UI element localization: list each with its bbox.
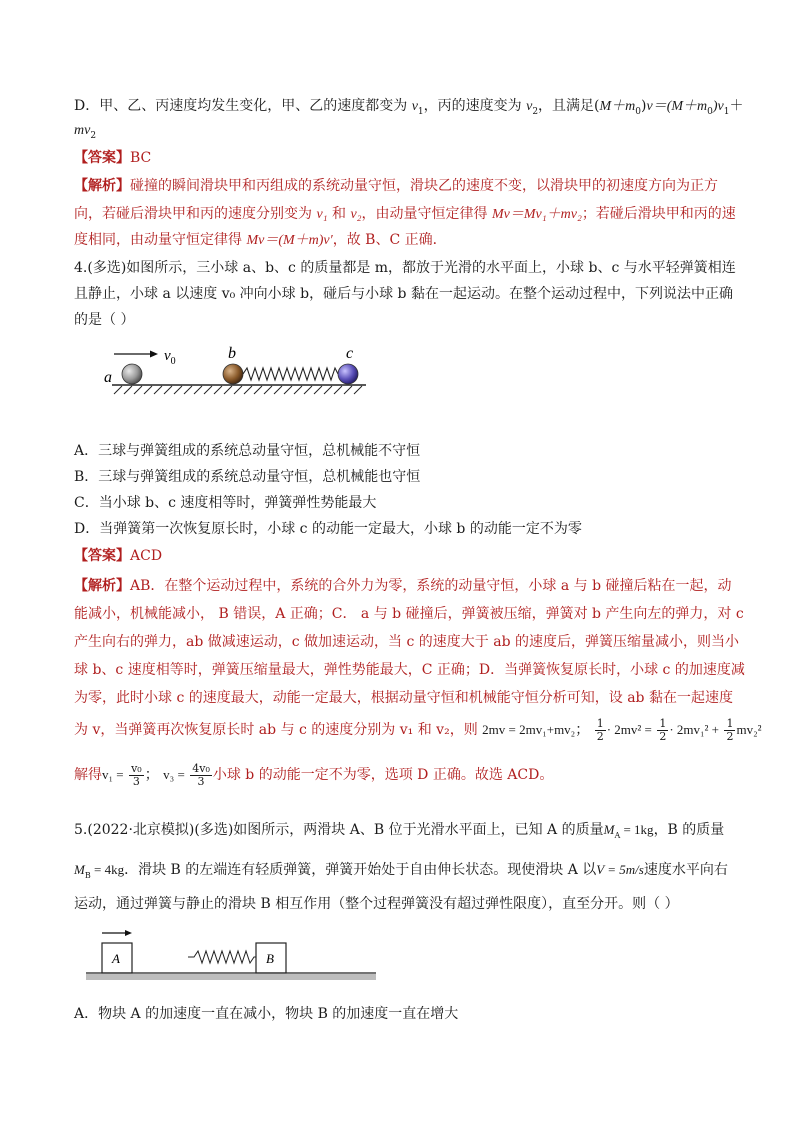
frac-den: 2: [596, 729, 604, 743]
q4-analysis-text1: AB．在整个运动过程中，系统的合外力为零，系统的动量守恒，小球 a 与 b 碰撞后粘在一起，动: [130, 578, 732, 594]
momentum-equation: 2mv = 2mv₁+mv₂: [482, 722, 576, 737]
q4-analysis-line1: [74, 576, 732, 596]
q4-analysis-line7: [74, 760, 553, 790]
mass-b-sub: B: [84, 870, 91, 880]
q3-analysis-text1: 碰撞的瞬间滑块甲和丙组成的系统动量守恒，滑块乙的速度不变，以滑块甲的初速度方向为正方: [130, 178, 718, 194]
q4-analysis-line6: [74, 716, 762, 744]
q5-text3: ．滑块 B 的左端连有轻质弹簧，弹簧开始处于自由伸长状态。现使滑块 A 以: [124, 862, 597, 878]
q3-analysis-and: 和: [327, 206, 351, 222]
mass-a-sub: A: [614, 830, 621, 840]
block-a-label: A: [112, 951, 120, 966]
ball-b-label: b: [228, 345, 236, 362]
q3-formula-mv2: mv: [74, 123, 91, 138]
q3-formula-part1: M＋m: [599, 99, 636, 114]
q4-option-c: C．当小球 b、c 速度相等时，弹簧弹性势能最大: [74, 495, 377, 511]
q3-answer: [74, 148, 151, 168]
answer-tag: 【答案】: [74, 150, 130, 166]
q3-analysis-text3a: 度相同，由动量守恒定律得: [74, 232, 247, 248]
ball-c-label: c: [346, 345, 354, 362]
frac-num: 4v₀: [192, 761, 210, 775]
fraction-half: [724, 718, 735, 743]
mass-a-symbol: M: [603, 822, 615, 837]
q3-option-d-text: D．甲、乙、丙速度均发生变化，甲、乙的速度都变为: [74, 98, 412, 114]
q4-analysis-line5: 为零，此时小球 c 的速度最大，动能一定最大，根据动量守恒和机械能守恒分析可知，设 ab 黏在一起速度: [74, 690, 733, 706]
q3-analysis-eq1: Mv＝Mv₁＋mv₂: [492, 207, 582, 222]
q4-option-b: B．三球与弹簧组成的系统总动量守恒，总机械能也守恒: [74, 469, 421, 485]
answer-value: BC: [130, 150, 152, 166]
block-a-arrow-head: [125, 930, 132, 936]
q5-stem-line3: 运动，通过弹簧与静止的滑块 B 相互作用（整个过程弹簧没有超过弹性限度），直至分开。则（ ）: [74, 896, 679, 912]
frac-den: 3: [197, 774, 205, 788]
ball-a-label: a: [104, 369, 112, 386]
eq-separator: ；: [575, 722, 590, 738]
frac-num: 1: [726, 716, 734, 730]
frac-den: 2: [726, 729, 734, 743]
fraction-v0-3: [129, 763, 144, 788]
q3-analysis-v1: v₁: [316, 207, 328, 222]
v1-sub: 1: [417, 106, 424, 117]
block-b-label: B: [266, 951, 274, 966]
ball-b: [223, 364, 243, 384]
q3-formula-part2: v＝(M＋m: [646, 99, 708, 114]
q3-formula-mv2-sub: 2: [90, 130, 97, 141]
v2-sub: 2: [532, 106, 539, 117]
velocity-arrow-head: [150, 351, 158, 358]
energy-eq-part2: · 2mv₁² +: [669, 722, 720, 737]
mass-b-value: = 4kg: [90, 862, 125, 877]
q3-analysis-v2: v₂: [350, 207, 362, 222]
q3-analysis-text2e: ，由动量守恒定律得: [361, 206, 492, 222]
v1-eq: v₁ =: [102, 767, 124, 782]
answer-tag: 【答案】: [74, 548, 130, 564]
q3-option-d-line2: [74, 120, 96, 146]
q5-figure: [80, 925, 380, 987]
q4-analysis-line4: 球 b、c 速度相等时，弹簧压缩量最大，弹性势能最大，C 正确；D．当弹簧恢复原长时，小球 c 的加速度减: [74, 662, 745, 678]
fraction-half: [657, 718, 668, 743]
mass-b-symbol: M: [74, 862, 85, 877]
frac-num: 1: [596, 716, 604, 730]
frac-den: 2: [659, 729, 667, 743]
q3-formula-sub1: 0: [635, 106, 642, 117]
q3-option-d-text2: ，丙的速度变为: [423, 98, 527, 114]
q4-stem-line3: 的是（ ）: [74, 312, 135, 328]
solve-label: 解得: [74, 767, 102, 783]
q4-option-a: A．三球与弹簧组成的系统总动量守恒，总机械能不守恒: [74, 443, 421, 459]
fraction-half: [595, 718, 606, 743]
mass-a-value: = 1kg: [620, 822, 654, 837]
q3-option-d-text3: ，且满足(: [538, 98, 600, 114]
spring: [188, 951, 256, 963]
frac-num: v₀: [131, 761, 142, 775]
q5-text1: 5.(2022·北京模拟)(多选)如图所示，两滑块 A、B 位于光滑水平面上，已知 A 的质量: [74, 822, 604, 838]
q3-analysis-text3c: ，故 B、C 正确．: [332, 232, 447, 248]
q3-option-d: [74, 96, 744, 122]
frac-num: 1: [659, 716, 667, 730]
v2-symbol: v: [526, 99, 533, 114]
energy-eq-part1: · 2mv² =: [606, 722, 652, 737]
q4-option-d: D．当弹簧第一次恢复原长时，小球 c 的动能一定最大，小球 b 的动能一定不为零: [74, 521, 582, 537]
frac-den: 3: [132, 774, 140, 788]
q4-figure: [100, 340, 420, 400]
q3-formula-sub3: 1: [723, 106, 730, 117]
q3-formula-part3: )v: [712, 99, 724, 114]
q3-analysis-text2a: 向，若碰后滑块甲和丙的速度分别变为: [74, 206, 317, 222]
spring: [243, 368, 338, 380]
velocity-label: $v_0$: [164, 348, 176, 367]
q3-formula-plus: ＋: [729, 98, 744, 114]
fraction-4v0-3: [190, 763, 212, 788]
q5-stem-line2: [74, 858, 728, 888]
q3-analysis-line3: [74, 230, 447, 251]
q5-stem-line1: [74, 818, 724, 848]
q5-text4: 速度水平向右: [643, 862, 728, 878]
q4-stem-line2: 且静止，小球 a 以速度 v₀ 冲向小球 b，碰后与小球 b 黏在一起运动。在整个运动过程中，下列说法中正确: [74, 286, 733, 302]
energy-eq-part3: mv₂²: [736, 722, 762, 737]
q4-analysis-line3: 产生向右的弹力，ab 做减速运动，c 做加速运动，当 c 的速度大于 ab 的速度后，弹簧压缩量减小，则当小: [74, 634, 739, 650]
q5-option-a: A．物块 A 的加速度一直在减小，物块 B 的加速度一直在增大: [74, 1006, 459, 1022]
analysis-tag: 【解析】: [74, 578, 130, 594]
q3-analysis-line2: [74, 204, 736, 225]
analysis-tag: 【解析】: [74, 178, 130, 194]
q4-stem-line1: 4.(多选)如图所示，三小球 a、b、c 的质量都是 m，都放于光滑的水平面上，小球 b、c 与水平轻弹簧相连: [74, 260, 736, 276]
ball-c: [338, 364, 358, 384]
ground-hatch: [114, 386, 362, 394]
v3-eq: v₃ =: [163, 767, 185, 782]
eq-separator: ；: [144, 767, 164, 783]
answer-value: ACD: [130, 548, 163, 564]
q3-formula-paren: ): [641, 98, 647, 114]
ball-a: [122, 364, 142, 384]
q3-analysis-eq2: Mv＝(M＋m)v′: [246, 233, 333, 248]
q3-formula-sub2: 0: [707, 106, 713, 117]
q3-analysis-line1: [74, 176, 718, 196]
q5-text2: ，B 的质量: [653, 822, 725, 838]
q3-analysis-text2g: ；若碰后滑块甲和丙的速: [581, 206, 736, 222]
q4-analysis-line2: 能减小，机械能减小， B 错误，A 正确；C． a 与 b 碰撞后，弹簧被压缩，弹簧对 b 产生向左的弹力，对 c: [74, 606, 744, 622]
q4-analysis-text6: 为 v，当弹簧再次恢复原长时 ab 与 c 的速度分别为 v₁ 和 v₂，则: [74, 722, 478, 738]
q4-answer: [74, 546, 162, 566]
v1-symbol: v: [411, 99, 418, 114]
ground-shading: [86, 974, 376, 980]
q4-analysis-conclusion: 小球 b 的动能一定不为零，选项 D 正确。故选 ACD。: [212, 767, 554, 783]
velocity-value: V = 5m/s: [596, 862, 644, 877]
